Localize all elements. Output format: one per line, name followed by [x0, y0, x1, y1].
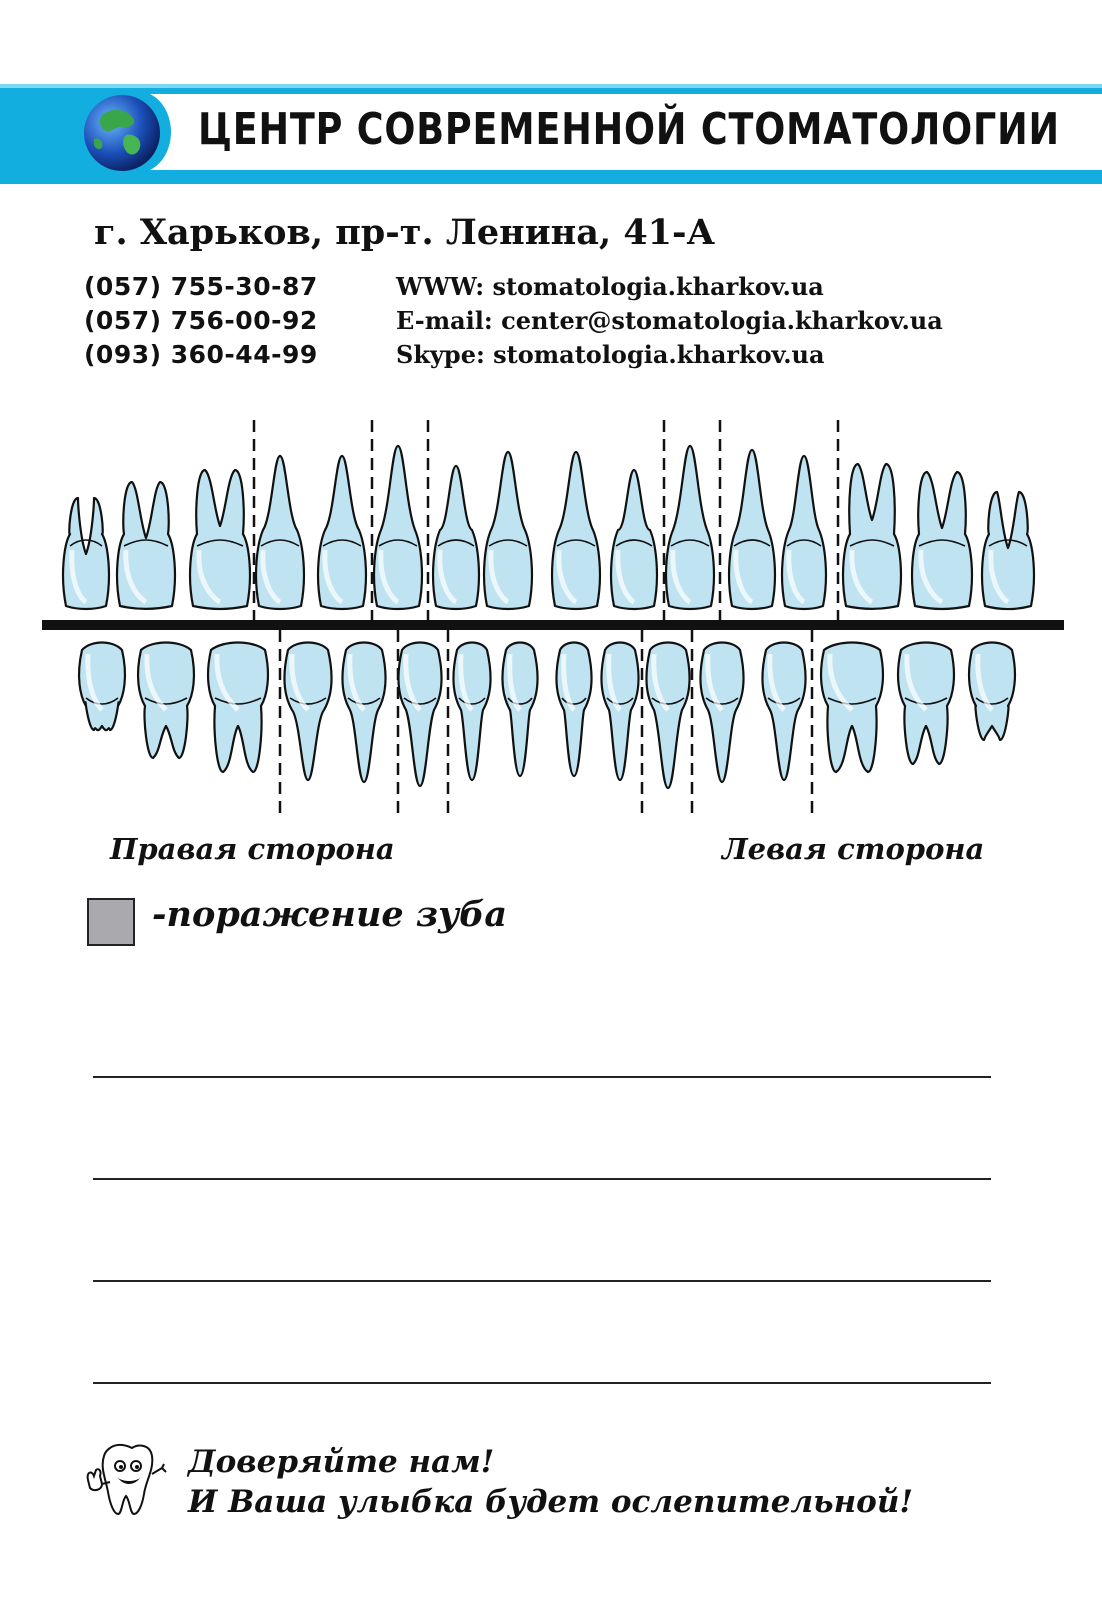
phone-number[interactable]: (057) 756-00-92	[84, 306, 318, 335]
website-link[interactable]: WWW: stomatologia.kharkov.ua	[396, 272, 824, 301]
note-line[interactable]	[93, 1178, 991, 1180]
upper-tooth[interactable]	[666, 446, 714, 609]
lower-tooth[interactable]	[557, 643, 592, 777]
lower-tooth[interactable]	[399, 643, 442, 787]
phone-list	[84, 270, 318, 372]
contact-list	[396, 270, 943, 372]
email-link[interactable]: E-mail: center@stomatologia.kharkov.ua	[396, 306, 943, 335]
globe-logo-icon	[82, 93, 162, 173]
lower-tooth[interactable]	[343, 643, 386, 783]
left-side-label: Левая сторона	[722, 832, 985, 866]
upper-tooth[interactable]	[843, 464, 901, 609]
upper-tooth[interactable]	[190, 470, 250, 609]
upper-tooth[interactable]	[782, 456, 826, 609]
phone-number[interactable]: (057) 755-30-87	[84, 272, 318, 301]
upper-tooth[interactable]	[318, 456, 366, 609]
upper-tooth[interactable]	[433, 466, 479, 609]
lower-tooth[interactable]	[763, 643, 806, 781]
slogan-line-2: И Ваша улыбка будет ослепительной!	[188, 1484, 914, 1520]
upper-tooth[interactable]	[982, 492, 1034, 609]
upper-tooth[interactable]	[729, 450, 775, 609]
upper-tooth[interactable]	[552, 452, 600, 609]
upper-tooth[interactable]	[484, 452, 532, 609]
note-line[interactable]	[93, 1382, 991, 1384]
occlusal-line	[42, 620, 1064, 630]
lower-tooth[interactable]	[208, 643, 268, 773]
dental-chart	[0, 420, 1102, 820]
lower-tooth[interactable]	[138, 643, 194, 759]
lower-tooth[interactable]	[821, 643, 883, 773]
lower-tooth[interactable]	[602, 643, 639, 781]
upper-tooth[interactable]	[117, 482, 175, 609]
lower-tooth[interactable]	[969, 643, 1015, 741]
phone-number[interactable]: (093) 360-44-99	[84, 340, 318, 369]
lower-tooth[interactable]	[503, 643, 538, 777]
right-side-label: Правая сторона	[110, 832, 395, 866]
lower-tooth[interactable]	[647, 643, 690, 789]
skype-contact[interactable]: Skype: stomatologia.kharkov.ua	[396, 340, 825, 369]
note-line[interactable]	[93, 1076, 991, 1078]
note-line[interactable]	[93, 1280, 991, 1282]
slogan-line-1: Доверяйте нам!	[188, 1444, 495, 1480]
lower-tooth[interactable]	[79, 643, 125, 731]
upper-tooth[interactable]	[63, 498, 109, 609]
lesion-legend-text: -поражение зуба	[152, 894, 508, 935]
lower-tooth[interactable]	[898, 643, 954, 765]
upper-tooth[interactable]	[256, 456, 304, 609]
lesion-legend-swatch	[87, 898, 135, 946]
tooth-mascot-icon	[80, 1440, 170, 1520]
slogan	[188, 1442, 913, 1522]
upper-tooth[interactable]	[374, 446, 422, 609]
lower-tooth[interactable]	[285, 643, 332, 781]
upper-tooth[interactable]	[912, 472, 972, 609]
lower-tooth[interactable]	[701, 643, 744, 783]
clinic-title: ЦЕНТР СОВРЕМЕННОЙ СТОМАТОЛОГИИ	[198, 104, 1060, 155]
lower-tooth[interactable]	[454, 643, 491, 781]
upper-tooth[interactable]	[611, 470, 657, 609]
clinic-address: г. Харьков, пр-т. Ленина, 41-А	[94, 212, 716, 253]
